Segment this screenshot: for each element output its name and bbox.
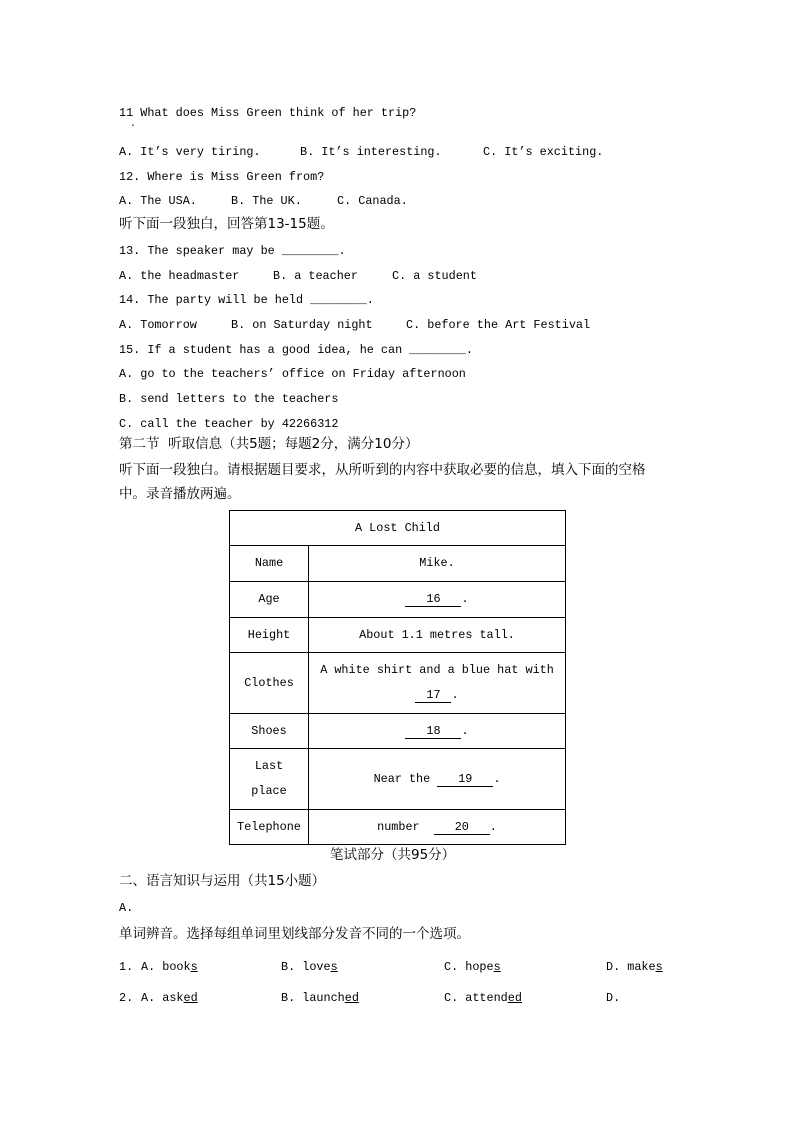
blank-17: 17 bbox=[415, 689, 451, 703]
instruction-13-15: 听下面一段独白，回答第13-15题。 bbox=[119, 216, 334, 232]
q11-option-b: B. It’s interesting. bbox=[300, 145, 442, 159]
age-cell: 16 . bbox=[309, 582, 566, 618]
shoes-label: Shoes bbox=[230, 714, 309, 749]
height-label: Height bbox=[230, 618, 309, 653]
q15-option-a: A. go to the teachers’ office on Friday afternoon bbox=[119, 367, 466, 381]
last-place-cell: Near the 19 . bbox=[309, 749, 566, 810]
blank-19: 19 bbox=[437, 773, 493, 787]
w2-option-a: A. asked bbox=[141, 991, 198, 1005]
blank-18: 18 bbox=[405, 725, 461, 739]
q15-option-c: C. call the teacher by 42266312 bbox=[119, 417, 339, 431]
place-label: place bbox=[251, 784, 287, 798]
q14-option-c: C. before the Art Festival bbox=[406, 318, 591, 332]
name-value: Mike. bbox=[309, 546, 566, 582]
written-part-title: 笔试部分（共95分） bbox=[330, 847, 456, 863]
last-place-label bbox=[230, 749, 309, 810]
word-question-1-number: 1. bbox=[119, 960, 134, 974]
q13-option-a: A. the headmaster bbox=[119, 269, 240, 283]
q11-option-a: A. It’s very tiring. bbox=[119, 145, 261, 159]
part-2-title: 二、语言知识与运用（共15小题） bbox=[119, 873, 326, 889]
telephone-label: Telephone bbox=[230, 810, 309, 845]
section-2-instruction-2: 中。录音播放两遍。 bbox=[119, 486, 241, 502]
w2-option-c: C. attended bbox=[444, 991, 522, 1005]
section-2-instruction-1: 听下面一段独白。请根据题目要求，从所听到的内容中获取必要的信息，填入下面的空格 bbox=[119, 462, 646, 478]
telephone-value: number bbox=[377, 819, 420, 834]
question-14: 14. The party will be held ________. bbox=[119, 293, 374, 307]
blank-16: 16 bbox=[405, 593, 461, 607]
age-label: Age bbox=[230, 582, 309, 618]
q15-option-b: B. send letters to the teachers bbox=[119, 392, 339, 406]
height-value: About 1.1 metres tall. bbox=[309, 618, 566, 653]
w2-option-d: D. bbox=[606, 991, 621, 1005]
shoes-cell: 18 . bbox=[309, 714, 566, 749]
question-11: 11 What does Miss Green think of her trip? bbox=[119, 106, 417, 120]
question-12: 12. Where is Miss Green from? bbox=[119, 170, 325, 184]
w1-option-d: D. makes bbox=[606, 960, 663, 974]
section-2-title: 第二节 听取信息（共5题；每题2分，满分10分） bbox=[119, 436, 419, 452]
w1-option-b: B. loves bbox=[281, 960, 338, 974]
q14-option-b: B. on Saturday night bbox=[231, 318, 373, 332]
clothes-cell: A white shirt and a blue hat with 17 . bbox=[309, 653, 566, 714]
clothes-value: A white shirt and a blue hat with bbox=[320, 663, 554, 677]
word-question-2-number: 2. bbox=[119, 991, 134, 1005]
blank-20: 20 bbox=[434, 821, 490, 835]
q12-option-c: C. Canada. bbox=[337, 194, 408, 208]
clothes-label: Clothes bbox=[230, 653, 309, 714]
w1-option-c: C. hopes bbox=[444, 960, 501, 974]
stray-dot: . bbox=[130, 119, 137, 130]
part-a-instruction: 单词辨音。选择每组单词里划线部分发音不同的一个选项。 bbox=[119, 926, 470, 942]
q13-option-c: C. a student bbox=[392, 269, 477, 283]
w1-option-a: A. books bbox=[141, 960, 198, 974]
q14-option-a: A. Tomorrow bbox=[119, 318, 197, 332]
part-a-label: A. bbox=[119, 901, 134, 915]
q12-option-a: A. The USA. bbox=[119, 194, 197, 208]
lost-child-table bbox=[229, 510, 566, 845]
last-place-value: Near the bbox=[373, 771, 431, 786]
question-13: 13. The speaker may be ________. bbox=[119, 244, 346, 258]
telephone-cell: number 20 . bbox=[309, 810, 566, 845]
w2-option-b: B. launched bbox=[281, 991, 359, 1005]
name-label: Name bbox=[230, 546, 309, 582]
last-label: Last bbox=[254, 759, 284, 773]
q11-option-c: C. It’s exciting. bbox=[483, 145, 604, 159]
question-15: 15. If a student has a good idea, he can ________. bbox=[119, 343, 473, 357]
q13-option-b: B. a teacher bbox=[273, 269, 358, 283]
table-title: A Lost Child bbox=[230, 511, 566, 546]
q12-option-b: B. The UK. bbox=[231, 194, 302, 208]
